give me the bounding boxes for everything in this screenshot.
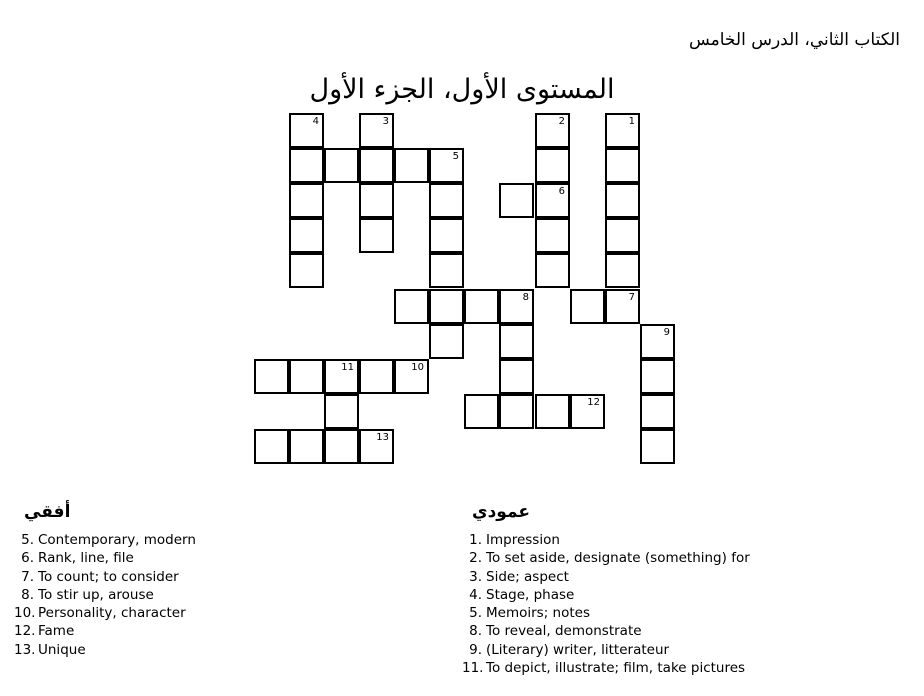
clue-number: 7 bbox=[628, 292, 635, 303]
clue-text: Personality, character bbox=[38, 605, 186, 622]
grid-cell[interactable] bbox=[640, 394, 675, 429]
clue-num: 2. bbox=[469, 550, 482, 567]
grid-cell[interactable] bbox=[640, 359, 675, 394]
grid-cell[interactable] bbox=[499, 289, 534, 324]
clue-num: 1. bbox=[469, 532, 482, 548]
down-clue bbox=[462, 604, 750, 622]
grid-cell[interactable] bbox=[535, 394, 570, 429]
clue-num: 10. bbox=[14, 605, 36, 622]
clue-number: 1 bbox=[628, 116, 635, 127]
down-clue bbox=[462, 531, 750, 549]
clue-num: 11. bbox=[462, 660, 484, 677]
across-clue bbox=[14, 604, 196, 622]
across-clue bbox=[14, 641, 196, 659]
grid-cell[interactable] bbox=[289, 183, 324, 218]
grid-cell[interactable] bbox=[570, 394, 605, 429]
grid-cell[interactable] bbox=[324, 394, 359, 429]
grid-cell[interactable] bbox=[499, 394, 534, 429]
book-lesson-header: الكتاب الثاني، الدرس الخامس bbox=[688, 30, 900, 50]
grid-cell[interactable] bbox=[640, 429, 675, 464]
grid-cell[interactable] bbox=[499, 324, 534, 359]
clue-number: 8 bbox=[522, 292, 529, 303]
clue-number: 10 bbox=[411, 362, 424, 373]
grid-cell[interactable] bbox=[499, 183, 534, 218]
grid-cell[interactable] bbox=[359, 218, 394, 253]
grid-cell[interactable] bbox=[535, 148, 570, 183]
down-clue-list bbox=[462, 531, 750, 677]
down-clue bbox=[462, 641, 750, 659]
grid-cell[interactable] bbox=[605, 148, 640, 183]
clue-number: 12 bbox=[587, 397, 600, 408]
clue-text: Side; aspect bbox=[486, 568, 569, 585]
clue-num: 8. bbox=[21, 586, 34, 603]
clue-number: 3 bbox=[382, 116, 389, 127]
grid-cell[interactable] bbox=[605, 183, 640, 218]
grid-cell[interactable] bbox=[289, 429, 324, 464]
clue-num: 3. bbox=[469, 568, 482, 585]
clue-num: 6. bbox=[21, 550, 34, 567]
down-clue bbox=[462, 586, 750, 604]
across-clue bbox=[14, 531, 196, 549]
grid-cell[interactable] bbox=[254, 429, 289, 464]
grid-cell[interactable] bbox=[394, 359, 429, 394]
grid-cell[interactable] bbox=[429, 183, 464, 218]
clue-num: 12. bbox=[14, 623, 36, 640]
grid-cell[interactable] bbox=[535, 218, 570, 253]
down-clue bbox=[462, 659, 750, 677]
grid-cell[interactable] bbox=[605, 218, 640, 253]
grid-cell[interactable] bbox=[324, 148, 359, 183]
clue-num: 7. bbox=[21, 568, 34, 585]
grid-cell[interactable] bbox=[535, 113, 570, 148]
down-clue bbox=[462, 568, 750, 586]
across-clue bbox=[14, 586, 196, 604]
clue-text: Unique bbox=[38, 641, 86, 658]
grid-cell[interactable] bbox=[429, 324, 464, 359]
grid-cell[interactable] bbox=[429, 253, 464, 288]
grid-cell[interactable] bbox=[289, 359, 324, 394]
clue-number: 11 bbox=[341, 362, 354, 373]
grid-cell[interactable] bbox=[605, 113, 640, 148]
clue-num: 8. bbox=[469, 623, 482, 640]
clue-num: 13. bbox=[14, 641, 36, 658]
grid-cell[interactable] bbox=[324, 359, 359, 394]
grid-cell[interactable] bbox=[394, 148, 429, 183]
grid-cell[interactable] bbox=[429, 289, 464, 324]
grid-cell[interactable] bbox=[359, 113, 394, 148]
grid-cell[interactable] bbox=[464, 289, 499, 324]
down-clue bbox=[462, 622, 750, 640]
across-clue bbox=[14, 568, 196, 586]
clue-number: 6 bbox=[558, 186, 565, 197]
across-clue bbox=[14, 549, 196, 567]
clue-text: Contemporary, modern bbox=[38, 532, 196, 548]
clue-number: 2 bbox=[558, 116, 565, 127]
clue-text: To reveal, demonstrate bbox=[486, 623, 642, 640]
grid-cell[interactable] bbox=[570, 289, 605, 324]
clue-text: Rank, line, file bbox=[38, 550, 134, 567]
grid-cell[interactable] bbox=[429, 218, 464, 253]
clue-text: To set aside, designate (something) for bbox=[486, 550, 750, 567]
clue-text: To count; to consider bbox=[38, 568, 179, 585]
grid-cell[interactable] bbox=[359, 183, 394, 218]
page-title: المستوى الأول، الجزء الأول bbox=[309, 74, 615, 105]
grid-cell[interactable] bbox=[640, 324, 675, 359]
clue-num: 9. bbox=[469, 641, 482, 658]
grid-cell[interactable] bbox=[394, 289, 429, 324]
clue-text: (Literary) writer, litterateur bbox=[486, 641, 670, 658]
grid-cell[interactable] bbox=[289, 253, 324, 288]
clue-text: To stir up, arouse bbox=[38, 586, 154, 603]
down-clue bbox=[462, 549, 750, 567]
grid-cell[interactable] bbox=[464, 394, 499, 429]
grid-cell[interactable] bbox=[535, 183, 570, 218]
clue-text: Stage, phase bbox=[486, 586, 575, 603]
clue-num: 5. bbox=[469, 605, 482, 622]
grid-cell[interactable] bbox=[289, 218, 324, 253]
grid-cell[interactable] bbox=[289, 148, 324, 183]
grid-cell[interactable] bbox=[499, 359, 534, 394]
grid-cell[interactable] bbox=[535, 253, 570, 288]
clue-number: 5 bbox=[452, 151, 459, 162]
clue-num: 5. bbox=[21, 532, 34, 548]
grid-cell[interactable] bbox=[359, 148, 394, 183]
down-heading: عمودي bbox=[472, 502, 530, 522]
grid-cell[interactable] bbox=[605, 289, 640, 324]
grid-cell[interactable] bbox=[429, 148, 464, 183]
clue-text: Memoirs; notes bbox=[486, 605, 590, 622]
grid-cell[interactable] bbox=[254, 359, 289, 394]
clue-text: Fame bbox=[38, 623, 75, 640]
across-heading: أفقي bbox=[24, 502, 71, 522]
clue-num: 4. bbox=[469, 586, 482, 603]
grid-cell[interactable] bbox=[289, 113, 324, 148]
across-clue bbox=[14, 622, 196, 640]
clue-text: Impression bbox=[486, 532, 560, 548]
clue-number: 13 bbox=[376, 432, 389, 443]
grid-cell[interactable] bbox=[605, 253, 640, 288]
grid-cell[interactable] bbox=[359, 359, 394, 394]
clue-number: 9 bbox=[663, 327, 670, 338]
across-clue-list bbox=[14, 531, 196, 659]
grid-cell[interactable] bbox=[324, 429, 359, 464]
clue-number: 4 bbox=[312, 116, 319, 127]
grid-cell[interactable] bbox=[359, 429, 394, 464]
clue-text: To depict, illustrate; film, take pictures bbox=[486, 660, 746, 677]
